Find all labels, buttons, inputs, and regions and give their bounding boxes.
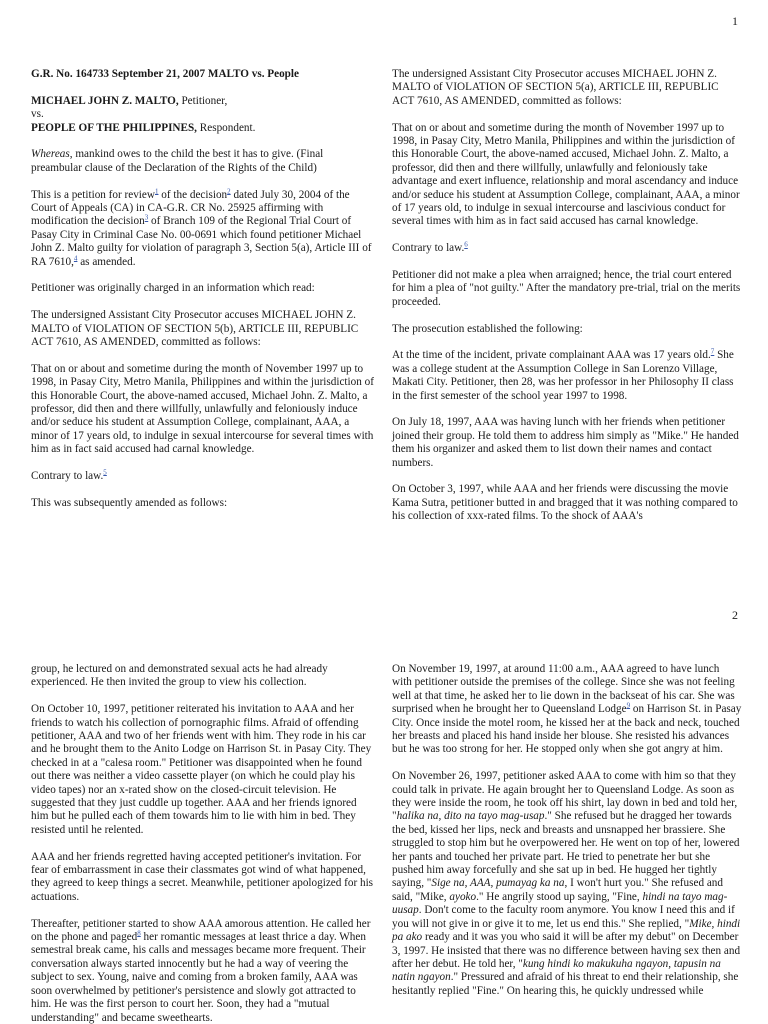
petitioner-name: MICHAEL JOHN Z. MALTO, [31, 94, 179, 107]
left-column [31, 68, 376, 524]
paragraph: The undersigned Assistant City Prosecutor accuses MICHAEL JOHN Z. MALTO of VIOLATION OF SECTION 5(b), ARTICLE III, REPUBLIC ACT 7610, AS AMENDED, committed as follows: [31, 309, 359, 349]
paragraph: The undersigned Assistant City Prosecutor accuses MICHAEL JOHN Z. MALTO of VIOLATION OF SECTION 5(a), ARTICLE III, REPUBLIC ACT 7610, AS AMENDED, committed as follows: [392, 68, 719, 107]
paragraph [31, 918, 376, 1024]
text-run: . Don't come to the faculty room anymore. You know I need this and if you will not give in or give it to me, let us end this." She replied, " [392, 904, 735, 930]
paragraph: That on or about and sometime during the month of November 1997 up to 1998, in Pasay City, Metro Manila, Philippines and within the jurisdiction of this Honorable Court, the above-named accused, Michael John. Z. Malto, a professor, did then and there willfully, unlawfully and feloniously induce and/or seduce his student at Assumption College, complainant, AAA, a minor of 17 years old, to indulge in sexual intercourse for several times with him as in fact said accused had carnal knowledge. [31, 362, 374, 456]
respondent-line [31, 122, 376, 135]
paragraph [392, 349, 742, 403]
text-run: on Harrison St. in Pasay City. Once inside the motel room, he kissed her at the back and neck, touched her breasts and placed his hand inside her blouse. She resisted his advances but he was too strong for her. He stopped only when she got angry at him. [392, 703, 742, 756]
page-number: 1 [732, 14, 738, 28]
footnote-link[interactable]: 3 [144, 213, 149, 222]
right-column [392, 663, 742, 1012]
paragraph [31, 470, 376, 483]
paragraph: On October 10, 1997, petitioner reiterated his invitation to AAA and her friends to watch his collection of pornographic films. Afraid of offending petitioner, AAA and two of her friends went with him. They rode in his car and he brought them to the Anito Lodge on Harrison St. in Pasay City. They checked in at a "calesa room." Petitioner was disappointed when he found out there was neither a video cassette player (on which he could play his video tapes) nor an x-rated show on the closed-circuit television. He suggested that they just cuddle up together. AAA and her friends ignored him but he pulled each of them towards him to lie with him in bed. They resisted until he relented. [31, 703, 372, 836]
text-run: of Branch 109 of the Regional Trial Court of Pasay City in Criminal Case No. 00-0691 which found petitioner Michael John Z. Malto guilty for violation of paragraph 3, Section 5(a), Article III of RA 7610, [31, 215, 372, 268]
text-run: , I won't hurt you." She refused and said, "Mike, [392, 877, 723, 903]
italic-quote: hindi na tayo mag-uusap [392, 890, 728, 917]
petitioner-line [31, 95, 376, 108]
text-run: her romantic messages at least thrice a day. When semestral break came, his calls and messages became more frequent. Their conversation always started innocently but he had a way of veering the subject to sex. Young, naive and coming from a broken family, AAA was soon overwhelmed by petitioner's persistence and slowly got attracted to him. He was the first person to court her. Soon, they had a "mutual understanding" and became sweethearts. [31, 931, 366, 1024]
paragraph: On October 3, 1997, while AAA and her friends were discussing the movie Kama Sutra, petitioner butted in and bragged that it was nothing compared to his collection of xxx-rated films. To the shock of AAA's [392, 483, 738, 523]
italic-quote: Mike, hindi pa ako [392, 917, 741, 944]
footnote-link[interactable]: 6 [464, 240, 468, 249]
paragraph: Petitioner did not make a plea when arraigned; hence, the trial court entered for him a plea of "not guilty." After the mandatory pre-trial, trial on the merits proceeded. [392, 269, 741, 308]
text-run: of the decision [158, 188, 228, 201]
footnote-link[interactable]: 5 [103, 468, 107, 477]
respondent-role: Respondent. [196, 121, 256, 134]
paragraph: Petitioner was originally charged in an information which read: [31, 282, 315, 295]
text-run: dated July 30, 2004 of the Court of Appeals (CA) in CA-G.R. CR No. 25925 affirming with modification the decision [31, 188, 350, 228]
italic-quote: kung hindi ko makukuha ngayon, tapusin na natin ngayon [392, 957, 721, 984]
text-run: ." Pressured and afraid of his threat to end their relationship, she hesitantly replied "Fine." On hearing this, he quickly undressed while [392, 971, 739, 997]
italic-quote: ayoko [449, 890, 477, 903]
whereas-word: Whereas [31, 148, 70, 161]
text-run: ." She refused but he dragged her towards the bed, kissed her lips, neck and breasts and unsnapped her brassiere. She struggled to stop him but he overpowered her. He went on top of her, lowered her pants and touched her private part. He tried to penetrate her but she pushed him away forcefully and she sat up in bed. He hugged her tightly saying, " [392, 810, 740, 890]
footnote-link[interactable]: 8 [137, 929, 141, 938]
paragraph: On July 18, 1997, AAA was having lunch with her friends when petitioner joined their group. He told them to address him simply as "Mike." He handed them his organizer and asked them to list down their names and contact numbers. [392, 416, 739, 469]
paragraph [392, 663, 742, 757]
text-run: ." He angrily stood up saying, "Fine, [476, 890, 643, 903]
text-run: Contrary to law. [392, 242, 465, 255]
versus-line: vs. [31, 108, 44, 121]
whereas-text: , mankind owes to the child the best it has to give. (Final preambular clause of the Declaration of the Rights of the Child) [31, 148, 324, 174]
paragraph: That on or about and sometime during the month of November 1997 up to 1998, in Pasay City, Metro Manila, Philippines and within the jurisdiction of this Honorable Court, the above-named accused, Michael John. Z. Malto, a professor, did then and there willfully, unlawfully and feloniously take advantage and exert influence, relationship and moral ascendancy and induce and/or seduce his student at Assumption College, complainant, AAA, a minor of 17 years old, to indulge in sexual intercourse and lascivious conduct for several times with him as in fact said accused has carnal knowledge. [392, 121, 740, 228]
paragraph: This was subsequently amended as follows: [31, 496, 228, 509]
footnote-link[interactable]: 7 [710, 347, 715, 356]
footnote-link[interactable]: 4 [73, 253, 78, 262]
footnote-link[interactable]: 1 [154, 186, 159, 195]
text-run: Thereafter, petitioner started to show AAA amorous attention. He called her on the phone and paged [31, 917, 371, 944]
paragraph: group, he lectured on and demonstrated sexual acts he had already experienced. He then invited the group to view his collection. [31, 663, 328, 689]
italic-quote: Sige na, AAA, pumayag ka na [431, 877, 565, 890]
text-run: On November 19, 1997, at around 11:00 a.m., AAA agreed to have lunch with petitioner outside the premises of the college. Since she was not feeling well at that time, he asked her to lie down in the backseat of his car. She was surprised when he brought her to Queensland Lodge [392, 663, 735, 716]
text-run: She was a college student at the Assumption College in San Lorenzo Village, Makati City. Petitioner, then 28, was her professor in her Philosophy II class in the first semester of the school year 1997 to 1998. [392, 349, 734, 402]
text-run: At the time of the incident, private complainant AAA was 17 years old. [392, 349, 711, 362]
paragraph [392, 770, 742, 998]
footnote-link[interactable]: 2 [227, 186, 231, 195]
text-run: as amended. [77, 255, 136, 268]
footnote-link[interactable]: 9 [626, 701, 631, 710]
text-run: On November 26, 1997, petitioner asked AAA to come with him so that they could talk in private. He again brought her to Queensland Lodge. As soon as they were inside the room, he took off his shirt, lay down in bed and told her, " [392, 770, 738, 823]
paragraph [392, 242, 742, 255]
text-run: Contrary to law. [31, 470, 104, 483]
right-column [392, 68, 742, 537]
document-page-2 [0, 600, 768, 1024]
page-number: 2 [732, 608, 738, 622]
text-run: This is a petition for review [31, 188, 155, 201]
case-title: G.R. No. 164733 September 21, 2007 MALTO vs. People [31, 68, 299, 80]
text-run: ready and it was you who said it will be after my debut" on December 3, 1997. He insisted that there was no difference between having sex then and after her debut. He told her, " [392, 931, 741, 970]
page-separator [0, 560, 768, 600]
whereas-paragraph [31, 148, 376, 175]
paragraph: The prosecution established the following: [392, 322, 583, 335]
italic-quote: halika na, dito na tayo mag-usap [396, 810, 545, 823]
petitioner-role: Petitioner, [178, 94, 228, 107]
respondent-name: PEOPLE OF THE PHILIPPINES, [31, 121, 197, 134]
paragraph: AAA and her friends regretted having accepted petitioner's invitation. For fear of embarrassment in case their classmates got wind of what happened, they agreed to keep things a secret. Meanwhile, petitioner apologized for his actuations. [31, 850, 374, 903]
petition-paragraph [31, 186, 376, 269]
left-column [31, 663, 376, 1024]
